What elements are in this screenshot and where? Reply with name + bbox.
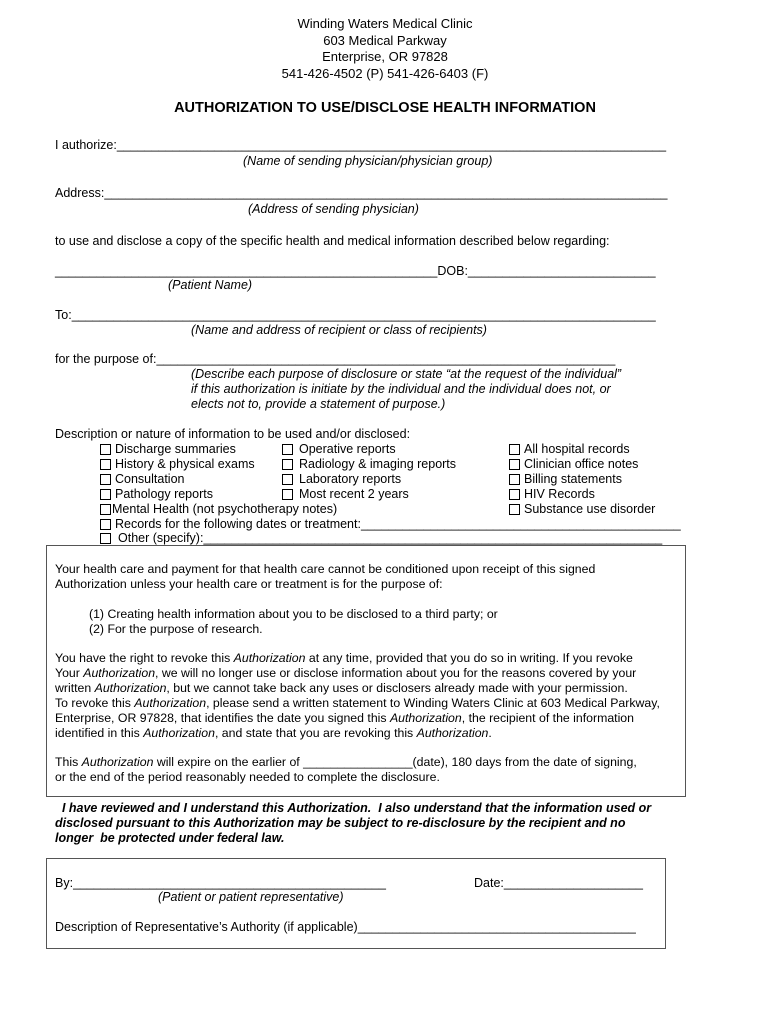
checkbox-radiology-imaging[interactable] — [282, 457, 456, 471]
revoke-line-1: You have the right to revoke this Authorization at any time, provided that you do so in writing. If you revoke — [55, 651, 633, 665]
acknowledgement-line-2: disclosed pursuant to this Authorization may be subject to re-disclosure by the recipient and no — [55, 816, 626, 830]
checkbox-icon[interactable] — [100, 519, 111, 530]
terms-item-2: (2) For the purpose of research. — [89, 622, 263, 636]
acknowledgement-line-3: longer be protected under federal law. — [55, 831, 285, 845]
dob-label: DOB: — [437, 264, 468, 278]
purpose-line[interactable]: __________________________________________________________________ — [156, 352, 616, 366]
by-row[interactable] — [55, 876, 386, 890]
terms-p1-line2: Authorization unless your health care or treatment is for the purpose of: — [55, 577, 443, 591]
other-line[interactable]: __________________________________________________________________ — [203, 531, 663, 545]
rep-label: Description of Representative’s Authority (if applicable) — [55, 920, 358, 934]
checkbox-operative-reports[interactable] — [282, 442, 396, 456]
expire-line-2: or the end of the period reasonably needed to complete the disclosure. — [55, 770, 440, 784]
clinic-phone: 541-426-4502 (P) 541-426-6403 (F) — [281, 65, 489, 81]
checkbox-icon[interactable] — [282, 444, 293, 455]
purpose-note-1: (Describe each purpose of disclosure or state “at the request of the individual” — [191, 367, 622, 381]
terms-p1-line1: Your health care and payment for that health care cannot be conditioned upon receipt of this signed — [55, 562, 596, 576]
checkbox-most-recent-2-years[interactable] — [282, 487, 409, 501]
purpose-note-2: if this authorization is initiate by the individual and the individual does not, or — [191, 382, 611, 396]
checkbox-label: History & physical exams — [115, 457, 255, 471]
checkbox-pathology-reports[interactable] — [100, 487, 213, 501]
checkbox-label: Substance use disorder — [524, 502, 656, 516]
checkbox-billing-statements[interactable] — [509, 472, 622, 486]
clinic-street: 603 Medical Parkway — [323, 32, 447, 48]
checkbox-icon[interactable] — [509, 444, 520, 455]
revoke-line-5: Enterprise, OR 97828, that identifies the date you signed this Authorization, the recipient of the information — [55, 711, 634, 725]
to-label: To: — [55, 308, 72, 322]
clinic-city: Enterprise, OR 97828 — [322, 49, 448, 64]
checkbox-icon[interactable] — [100, 474, 111, 485]
to-row[interactable] — [55, 308, 656, 322]
checkbox-icon[interactable] — [509, 489, 520, 500]
to-note: (Name and address of recipient or class of recipients) — [191, 323, 487, 337]
checkbox-all-hospital-records[interactable] — [509, 442, 630, 456]
checkbox-laboratory-reports[interactable] — [282, 472, 401, 486]
authorize-label: I authorize: — [55, 138, 117, 152]
checkbox-icon[interactable] — [100, 459, 111, 470]
checkbox-icon[interactable] — [282, 459, 293, 470]
checkbox-label: Pathology reports — [115, 487, 213, 501]
checkbox-icon[interactable] — [282, 489, 293, 500]
checkbox-hiv-records[interactable] — [509, 487, 595, 501]
checkbox-consultation[interactable] — [100, 472, 185, 486]
purpose-note-3: elects not to, provide a statement of purpose.) — [191, 397, 446, 411]
checkbox-label: HIV Records — [524, 487, 595, 501]
checkbox-clinician-office-notes[interactable] — [509, 457, 638, 471]
address-row[interactable] — [55, 186, 667, 200]
checkbox-icon[interactable] — [100, 504, 111, 515]
checkbox-label: Billing statements — [524, 472, 622, 486]
checkbox-substance-use-disorder[interactable] — [509, 502, 655, 516]
checkbox-icon[interactable] — [509, 504, 520, 515]
date-row[interactable] — [474, 876, 643, 890]
by-note: (Patient or patient representative) — [158, 890, 344, 904]
checkbox-label: Radiology & imaging reports — [299, 457, 457, 471]
page-title: AUTHORIZATION TO USE/DISCLOSE HEALTH INFORMATION — [174, 100, 596, 116]
checkbox-label: Discharge summaries — [115, 442, 236, 456]
checkbox-label: Laboratory reports — [299, 472, 402, 486]
patient-row[interactable] — [55, 264, 656, 278]
by-line[interactable]: _____________________________________________ — [73, 876, 386, 890]
checkbox-label: Other (specify): — [118, 531, 204, 545]
address-note: (Address of sending physician) — [248, 202, 419, 216]
revoke-line-2: Your Authorization, we will no longer use or disclose information about you for the reasons covered by your — [55, 666, 637, 680]
checkbox-icon[interactable] — [100, 489, 111, 500]
intro-text: to use and disclose a copy of the specific health and medical information described below regarding: — [55, 234, 610, 248]
checkbox-mental-health[interactable] — [100, 502, 337, 516]
records-dates-line[interactable]: ______________________________________________ — [360, 517, 681, 531]
terms-item-1: (1) Creating health information about you to be disclosed to a third party; or — [89, 607, 498, 621]
description-heading: Description or nature of information to be used and/or disclosed: — [55, 427, 411, 441]
dob-line[interactable]: ___________________________ — [467, 264, 656, 278]
revoke-line-3: written Authorization, but we cannot take back any uses or disclosers already made with your permission. — [55, 681, 628, 695]
checkbox-label: Consultation — [115, 472, 185, 486]
checkbox-icon[interactable] — [100, 444, 111, 455]
authorize-line[interactable]: _______________________________________________________________________________ — [116, 138, 667, 152]
checkbox-label: Mental Health (not psychotherapy notes) — [112, 502, 338, 516]
checkbox-icon[interactable] — [509, 459, 520, 470]
checkbox-label: Records for the following dates or treatment: — [115, 517, 361, 531]
checkbox-other[interactable] — [100, 531, 662, 545]
checkbox-label: Clinician office notes — [524, 457, 639, 471]
authorize-row[interactable] — [55, 138, 666, 152]
authorize-note: (Name of sending physician/physician group) — [243, 154, 493, 168]
checkbox-records-dates[interactable] — [100, 517, 681, 531]
revoke-line-6: identified in this Authorization, and state that you are revoking this Authorization. — [55, 726, 492, 740]
rep-line[interactable]: ________________________________________ — [357, 920, 636, 934]
purpose-row[interactable] — [55, 352, 615, 366]
patient-line[interactable]: _______________________________________________________ — [55, 264, 438, 278]
checkbox-icon[interactable] — [509, 474, 520, 485]
acknowledgement-line-1: I have reviewed and I understand this Authorization. I also understand that the information used or — [55, 801, 652, 815]
checkbox-label: Most recent 2 years — [299, 487, 409, 501]
checkbox-icon[interactable] — [282, 474, 293, 485]
date-line[interactable]: ____________________ — [503, 876, 643, 890]
revoke-line-4: To revoke this Authorization, please send a written statement to Winding Waters Clinic at 603 Medical Parkway, — [55, 696, 660, 710]
checkbox-label: All hospital records — [524, 442, 630, 456]
clinic-name: Winding Waters Medical Clinic — [297, 16, 473, 31]
purpose-label: for the purpose of: — [55, 352, 157, 366]
patient-note: (Patient Name) — [168, 278, 253, 292]
by-label: By: — [55, 876, 74, 890]
expire-line-1: This Authorization will expire on the earlier of ________________(date), 180 days from the date of signing, — [55, 755, 637, 769]
checkbox-label: Operative reports — [299, 442, 396, 456]
address-line[interactable]: _________________________________________________________________________________ — [104, 186, 668, 200]
checkbox-icon[interactable] — [100, 533, 111, 544]
address-label: Address: — [55, 186, 105, 200]
rep-row[interactable] — [55, 920, 636, 934]
checkbox-discharge-summaries[interactable] — [100, 442, 236, 456]
checkbox-history-physical[interactable] — [100, 457, 255, 471]
signature-box — [46, 858, 666, 949]
to-line[interactable]: ____________________________________________________________________________________ — [71, 308, 656, 322]
date-label: Date: — [474, 876, 504, 890]
